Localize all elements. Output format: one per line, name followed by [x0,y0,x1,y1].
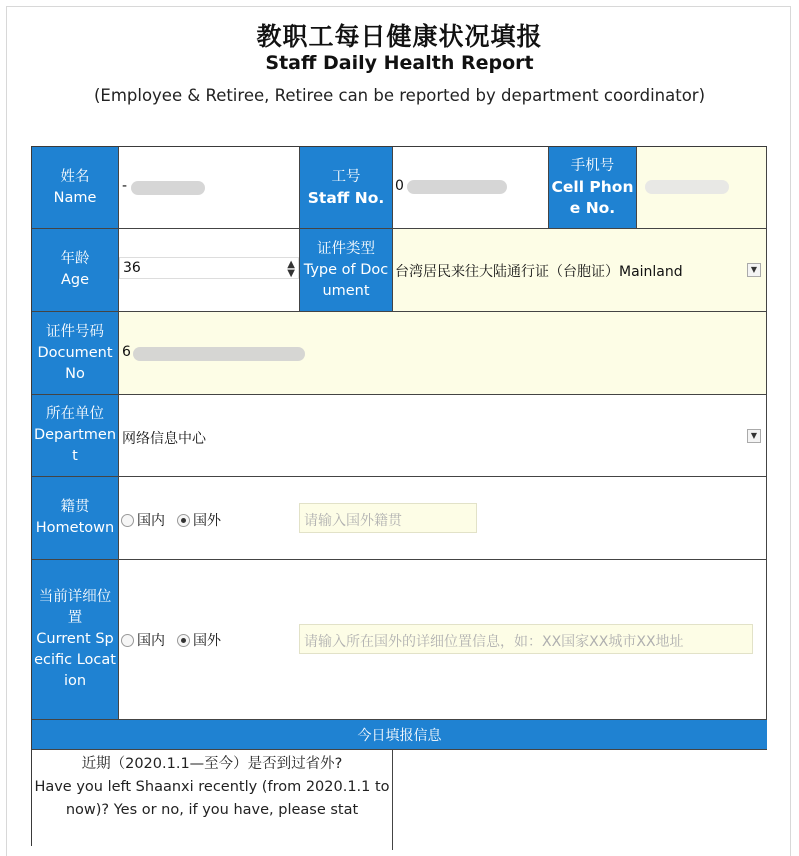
doc-type-label [300,229,393,312]
staff-no-label [300,147,393,229]
age-value: 36 [123,260,141,276]
health-report-form [31,146,767,846]
doc-type-label-en: Type of Document [303,261,389,299]
hometown-option-domestic[interactable] [121,510,165,530]
cell-phone-label-cn: 手机号 [570,158,615,174]
location-placeholder: 请输入所在国外的详细位置信息，如：XX国家XX城市XX地址 [304,634,684,650]
location-option-overseas[interactable] [177,630,221,650]
staff-no-field[interactable] [393,147,549,229]
doc-no-label-cn: 证件号码 [46,323,104,340]
cell-phone-field[interactable] [637,147,767,229]
hometown-label-en: Hometown [35,520,115,536]
left-province-question-en: Have you left Shaanxi recently (from 2020.1.1 to now)? Yes or no, if you have, please stat [34,779,390,818]
doc-type-label-cn: 证件类型 [317,240,375,257]
left-province-question-cn: 近期（2020.1.1—至今）是否到过省外? [81,756,343,772]
age-input[interactable] [119,257,299,279]
cell-phone-label-en: Cell Phone No. [551,178,634,217]
page-title-cn: 教职工每日健康状况填报 [256,22,543,51]
department-label-en: Department [33,427,117,464]
left-province-answer-field[interactable] [393,750,767,850]
name-field[interactable] [119,147,300,229]
name-label [32,147,119,229]
redacted-doc-no [133,347,305,361]
hometown-label [32,477,119,560]
location-field [119,560,767,720]
hometown-radio-group [121,510,233,530]
staff-no-value: 0 [395,178,404,194]
department-value: 网络信息中心 [122,431,206,447]
location-label-cn: 当前详细位置 [38,589,112,626]
radio-icon[interactable] [121,634,134,647]
doc-no-label-en: Document No [37,344,113,382]
department-label [32,395,119,477]
department-select[interactable] [119,395,767,477]
hometown-field [119,477,767,560]
today-section-banner: 今日填报信息 [32,720,767,750]
spin-arrows-icon[interactable]: ▲ ▼ [287,259,295,279]
location-radio-group [121,630,233,650]
name-value: - [122,178,128,194]
age-label [32,229,119,312]
radio-icon[interactable] [121,514,134,527]
location-option-domestic[interactable] [121,630,165,650]
doc-type-value: 台湾居民来往大陆通行证（台胞证）Mainland [395,264,683,280]
cell-phone-label [549,147,637,229]
hometown-option-domestic-label: 国内 [137,513,165,529]
doc-no-label [32,312,119,395]
left-province-question [32,750,393,850]
staff-no-label-en: Staff No. [307,188,385,207]
location-label-en: Current Specific Location [34,631,116,689]
hometown-placeholder: 请输入国外籍贯 [304,513,402,529]
hometown-option-overseas-label: 国外 [193,513,221,529]
redacted-staff-no [407,180,507,194]
age-label-en: Age [60,272,90,288]
name-label-en: Name [53,189,97,206]
radio-icon[interactable] [177,514,190,527]
location-label [32,560,119,720]
radio-icon[interactable] [177,634,190,647]
department-label-cn: 所在单位 [46,406,104,422]
location-detail-input[interactable] [299,624,753,654]
page-title-en: Staff Daily Health Report [265,52,534,74]
location-option-overseas-label: 国外 [193,633,221,649]
staff-no-label-cn: 工号 [331,168,361,185]
hometown-overseas-input[interactable] [299,503,477,533]
chevron-down-icon[interactable]: ▼ [747,429,761,443]
doc-no-field[interactable] [119,312,767,395]
age-label-cn: 年龄 [60,251,90,267]
hometown-option-overseas[interactable] [177,510,221,530]
doc-type-select[interactable] [393,229,767,312]
page-subtitle: (Employee & Retiree, Retiree can be reported by department coordinator) [93,86,706,105]
redacted-cell-phone [645,180,729,194]
doc-no-value: 6 [122,344,131,360]
hometown-label-cn: 籍贯 [60,499,90,515]
redacted-name [131,181,205,195]
name-label-cn: 姓名 [60,168,90,185]
location-option-domestic-label: 国内 [137,633,165,649]
chevron-down-icon[interactable]: ▼ [747,263,761,277]
age-field [119,229,300,312]
